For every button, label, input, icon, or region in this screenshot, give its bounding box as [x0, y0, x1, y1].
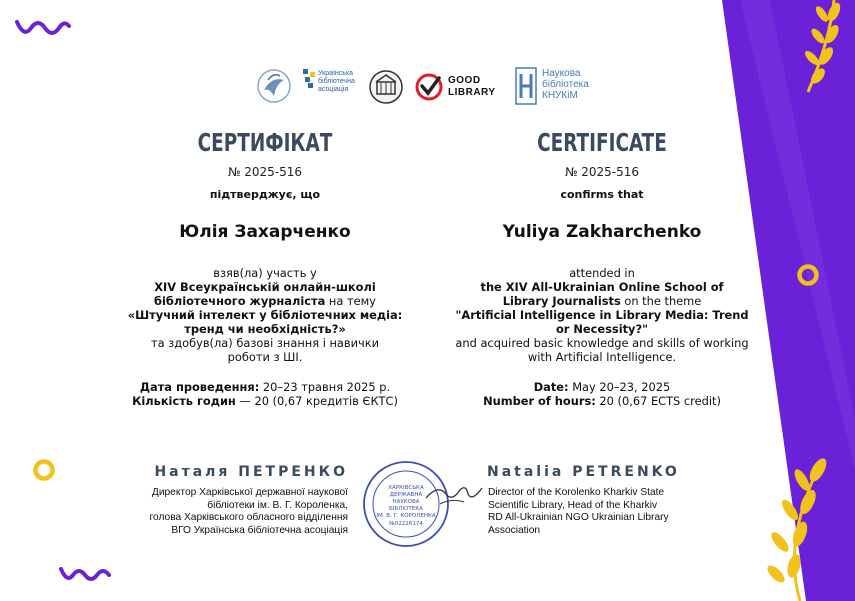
- course-topic: «Штучний інтелект у бібліотечних медіа:: [127, 308, 403, 322]
- certificate-number-en: № 2025-516: [564, 165, 640, 179]
- date-value: May 20–23, 2025: [568, 380, 671, 394]
- date-label: Date:: [533, 380, 569, 394]
- good-library-logo-text: GOOD LIBRARY: [448, 75, 496, 98]
- body-line-bold: Library Journalists: [502, 294, 621, 308]
- role-line: Директор Харківської державної наукової: [151, 487, 348, 498]
- recipient-name-en: Yuliya Zakharchenko: [502, 222, 702, 242]
- certificate-body-en: [432, 266, 772, 364]
- gold-ring-right: [796, 263, 820, 287]
- body-line-bold: бібліотечного журналіста: [154, 294, 326, 308]
- uba-logo-text: Українська бібліотечна асоціація: [318, 70, 355, 93]
- signatory-name-en: Natalia PETRENKO: [487, 464, 680, 480]
- svg-text:ДЕРЖАВНА: ДЕРЖАВНА: [389, 492, 423, 498]
- course-topic: or Necessity?": [555, 322, 649, 336]
- role-line: ВГО Українська бібліотечна асоціація: [171, 524, 348, 536]
- svg-text:НАУКОВА: НАУКОВА: [392, 499, 420, 505]
- body-line: та здобув(ла) базові знання і навички: [150, 336, 380, 350]
- signatory-name-uk: Наталя ПЕТРЕНКО: [154, 464, 348, 480]
- certificate-title-uk: СЕРТИФІКАТ: [197, 128, 333, 157]
- body-line: роботи з ШІ.: [227, 350, 303, 364]
- role-line: Director of the Korolenko Kharkiv State: [488, 487, 665, 498]
- hours-label: Кількість годин: [132, 394, 236, 408]
- signatory-role-en: [488, 487, 718, 537]
- certificate-dates-uk: [95, 380, 435, 408]
- hours-value: 20 (0,67 ECTS credit): [595, 394, 721, 408]
- course-topic: "Artificial Intelligence in Library Media: Trend: [455, 308, 749, 322]
- certificate-title-en: CERTIFICATE: [537, 128, 667, 157]
- role-line: голова Харківського обласного відділення: [149, 512, 348, 523]
- signatory-role-uk: [118, 487, 348, 537]
- svg-text:ІМ. В. Г. КОРОЛЕНКА: ІМ. В. Г. КОРОЛЕНКА: [376, 513, 436, 519]
- role-line: бібліотеки ім. В. Г. Короленка,: [207, 499, 348, 511]
- laurel-top-icon: [792, 0, 852, 100]
- course-topic: тренд чи необхідність?»: [184, 322, 346, 336]
- hours-label: Number of hours:: [483, 394, 596, 408]
- role-line: Association: [488, 524, 541, 536]
- role-line: RD All-Ukrainian NGO Ukrainian Library: [488, 512, 669, 523]
- gold-ring-left: [32, 458, 56, 482]
- svg-text:БІБЛІОТЕКА: БІБЛІОТЕКА: [389, 506, 423, 512]
- hours-value: — 20 (0,67 кредитів ЄКТС): [235, 394, 398, 408]
- confirms-text-en: confirms that: [560, 188, 644, 201]
- body-line: на тему: [325, 294, 376, 308]
- body-line: with Artificial Intelligence.: [527, 350, 677, 364]
- body-line: and acquired basic knowledge and skills of working: [455, 336, 749, 350]
- official-stamp: [356, 458, 488, 550]
- body-line: взяв(ла) участь у: [213, 266, 317, 280]
- date-value: 20–23 травня 2025 р.: [259, 380, 391, 394]
- certificate-number-uk: № 2025-516: [227, 165, 303, 179]
- date-label: Дата проведення:: [139, 380, 260, 394]
- stamp-code: №02226174: [389, 521, 423, 527]
- recipient-name-uk: Юлія Захарченко: [179, 222, 351, 242]
- wave-decoration-top: [14, 14, 72, 40]
- role-line: Scientific Library, Head of the Kharkiv: [488, 499, 658, 511]
- svg-text:ХАРКІВСЬКА: ХАРКІВСЬКА: [388, 485, 424, 491]
- confirms-text-uk: підтверджує, що: [209, 188, 321, 201]
- body-line-bold: XIV Всеукраїнській онлайн-школі: [154, 280, 376, 294]
- certificate-dates-en: [432, 380, 772, 408]
- body-line-bold: the XIV All-Ukrainian Online School of: [480, 280, 724, 294]
- body-line: on the theme: [620, 294, 702, 308]
- knukim-logo-text: Наукова бібліотека КНУКіМ: [542, 68, 589, 101]
- certificate-body-uk: [95, 266, 435, 364]
- body-line: attended in: [569, 266, 635, 280]
